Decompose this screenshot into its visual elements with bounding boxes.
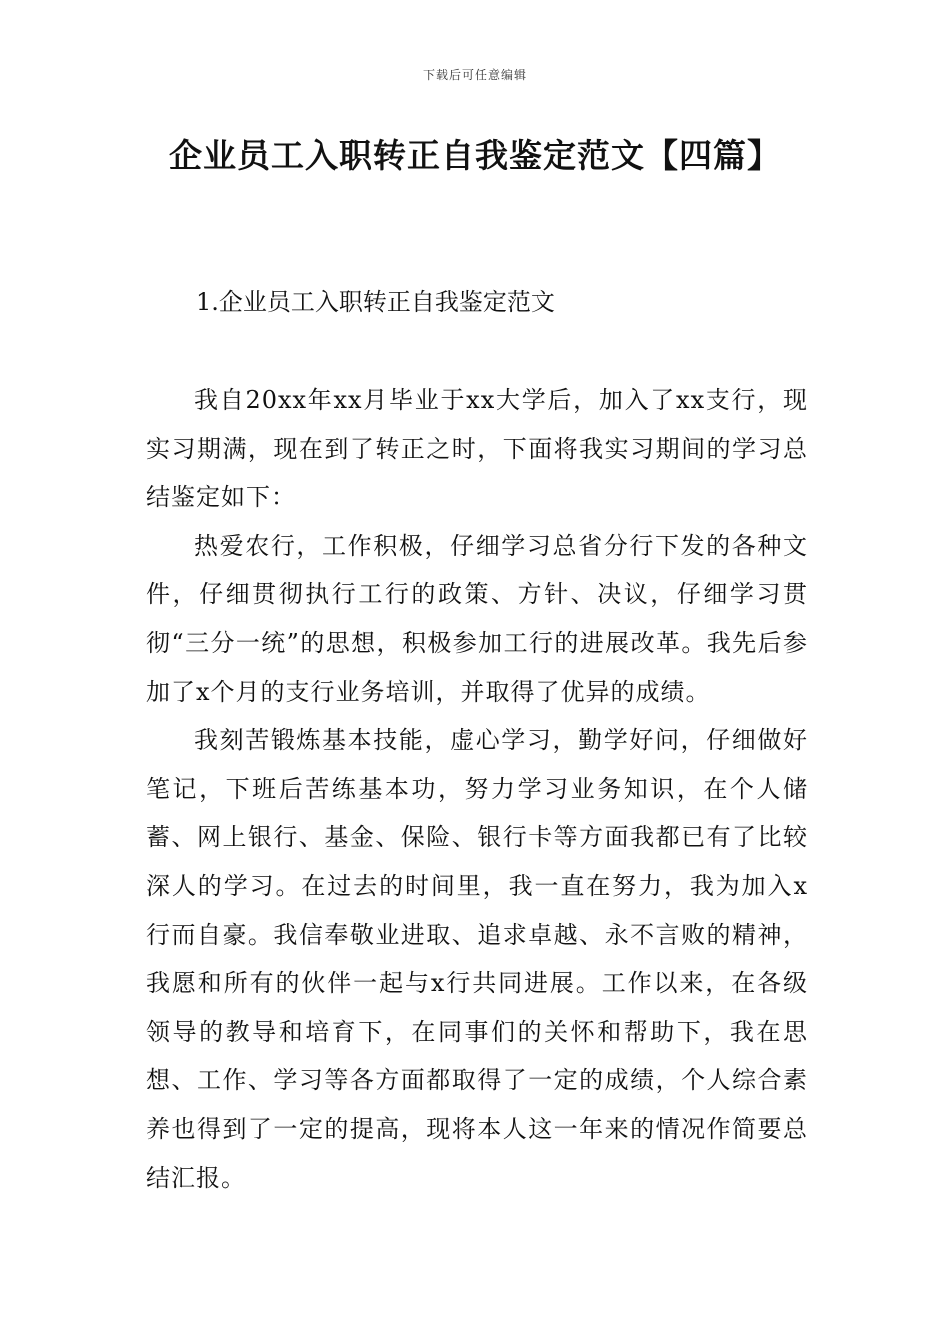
paragraph: 我自20xx年xx月毕业于xx大学后，加入了xx支行，现实习期满，现在到了转正之时，下面将我实习期间的学习总结鉴定如下： [146, 386, 808, 512]
header-note: 下载后可任意编辑 [422, 68, 527, 82]
paragraph: 热爱农行，工作积极，仔细学习总省分行下发的各种文件，仔细贯彻执行工行的政策、方针、决议，仔细学习贯彻“三分一统”的思想，积极参加工行的进展改革。我先后参加了x个月的支行业务培训，并取得了优异的成绩。 [146, 531, 808, 706]
document-title: 企业员工入职转正自我鉴定范文【四篇】 [169, 136, 781, 175]
paragraph: 我刻苦锻炼基本技能，虚心学习，勤学好问，仔细做好笔记，下班后苦练基本功，努力学习业务知识，在个人储蓄、网上银行、基金、保险、银行卡等方面我都已有了比较深人的学习。在过去的时间里，我一直在努力，我为加入x行而自豪。我信奉敬业进取、追求卓越、永不言败的精神，我愿和所有的伙伴一起与x行共同进展。工作以来，在各级领导的教导和培育下，在同事们的关怀和帮助下，我在思想、工作、学习等各方面都取得了一定的成绩，个人综合素养也得到了一定的提高，现将本人这一年来的情况作简要总结汇报。 [146, 726, 808, 1192]
section-heading: 1.企业员工入职转正自我鉴定范文 [196, 288, 555, 316]
document-body [146, 376, 808, 1202]
